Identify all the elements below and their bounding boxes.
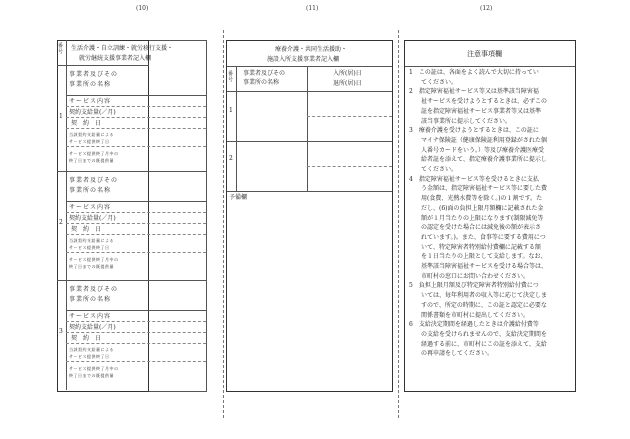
block-1-line-e	[66, 146, 206, 147]
note-line: 5 負担上限月額及び特定障害者特別給付費につ	[409, 282, 539, 290]
block-2-office-label-1: 事業者及びその	[69, 177, 119, 184]
block-2-line-a	[66, 201, 206, 202]
note-line: 用(食費、光熱水費等を除く。)の１割です。た	[409, 195, 543, 203]
block-3-line-d	[66, 343, 206, 344]
notes-list	[405, 68, 575, 390]
fold-line-right	[398, 30, 399, 418]
note-line: いて、特定障害者特別給付費欄に記載する額	[409, 243, 541, 251]
panel-11-office-label-2: 事業所の名称	[243, 79, 280, 86]
block-1-office-label-2: 事業所の名称	[69, 81, 112, 88]
block-2-end-label-1: サービス提供終了月中の	[69, 257, 119, 262]
block-1-number: 1	[59, 113, 63, 120]
block-3-line-e	[66, 361, 206, 362]
block-2-service-label: サービス内容	[69, 204, 112, 211]
panel-12-title: 注意事項欄	[467, 50, 502, 58]
note-line: の認定を受けた場合には減免後の額が表示さ	[409, 224, 542, 232]
block-2	[57, 171, 207, 280]
block-2-line-e	[66, 252, 206, 253]
panel-10-title-line2: 就労継続支援事業者記入欄	[79, 55, 152, 62]
note-line: れています。)。また、食事等に要する費用につ	[409, 233, 546, 241]
block-2-remain-label-2: サービス提供終了日	[69, 245, 110, 250]
block-1	[57, 65, 207, 171]
block-1-line-d	[66, 128, 206, 129]
note-line: だし、(6)面の負担上限月額欄に記載された金	[409, 204, 544, 212]
panel-10-bottom-edge	[149, 391, 207, 392]
panel-11-memo-label: 予備欄	[229, 194, 248, 201]
block-1-service-label: サービス内容	[69, 98, 112, 105]
panel-11-row-1-number: 1	[229, 107, 233, 114]
page-number-11: (11)	[306, 5, 319, 12]
block-2-line-d	[66, 234, 206, 235]
note-line: 人番号カードをいう。）等及び療養介護医療受	[409, 146, 545, 154]
panel-11-leave-label: 退所(居)日	[333, 80, 362, 87]
block-3-remain-label-1: 当該契約支給量による	[69, 347, 114, 352]
note-line: 祉サービスを受けようとするときは、必ずこの	[409, 98, 548, 106]
block-3-line-a	[66, 310, 206, 311]
note-line: を１日当たりの上限として支給します。なお、	[409, 253, 547, 261]
panel-11-row-2-mid	[307, 166, 392, 167]
panel-11-row-1-bottom	[227, 141, 392, 142]
note-line: の再申請をしてください。	[409, 350, 494, 358]
note-line: てください。	[409, 166, 458, 173]
panel-11-row-2-bottom	[227, 191, 392, 192]
block-3-contract-date-label: 契 約 日	[71, 335, 102, 342]
note-line: マイナ保険証（健康保険証利用登録がされた個	[409, 136, 547, 144]
page-number-12: (12)	[480, 5, 493, 12]
note-line: 経過する前に、市町村にこの証を添えて、支給	[409, 340, 547, 348]
block-3-end-label-1: サービス提供終了月中の	[69, 366, 119, 371]
block-3-service-label: サービス内容	[69, 313, 112, 320]
panel-10-top-edge	[149, 40, 207, 41]
note-line: 3 療養介護を受けようとするときは、この証に	[409, 127, 539, 135]
block-1-end-label-2: 終了日までの既提供量	[69, 158, 114, 163]
block-3-office-label-1: 事業者及びその	[69, 286, 119, 293]
panel-11-row-1-mid	[307, 116, 392, 117]
note-line: 額が１月当たりの上限になります(制限減免等	[409, 214, 544, 222]
panel-12-title-bottom	[405, 66, 575, 67]
fold-line-left	[223, 30, 224, 418]
note-line: 1 この証は、各面をよく読んで大切に持ってい	[409, 69, 539, 76]
panel-10-title-line1: 生活介護・自立訓練・就労移行支援・	[71, 45, 174, 52]
panel-11-office-label-1: 事業者及びその	[243, 70, 286, 77]
panel-11-header-bottom	[227, 91, 392, 92]
panel-11-number-header: 番号	[228, 71, 234, 83]
block-3-line-c	[66, 332, 206, 333]
note-line: 証を指定障害福祉サービス事業者等又は基準	[409, 107, 542, 115]
note-line: の支給を受けられませんので、支給決定期間を	[409, 330, 547, 338]
block-1-contract-date-label: 契 約 日	[71, 120, 102, 127]
block-1-remain-label-2: サービス提供終了日	[69, 139, 110, 144]
block-1-end-label-1: サービス提供終了月中の	[69, 151, 119, 156]
block-1-office-label-1: 事業者及びその	[69, 71, 119, 78]
block-2-contract-date-label: 契 約 日	[71, 226, 102, 233]
block-3-office-label-2: 事業所の名称	[69, 296, 112, 303]
panel-11-title-bottom	[227, 66, 392, 67]
panel-11-number-divider	[236, 66, 237, 191]
page-number-10: (10)	[136, 5, 149, 12]
block-2-contract-label: 契約支給量(／月)	[69, 215, 116, 222]
block-3-remain-label-2: サービス提供終了日	[69, 354, 110, 359]
note-line: すので、所定の時期に、この証と認定に必要な	[409, 301, 547, 309]
note-line: 基準該当障害福祉サービスを受ける場合等は、	[409, 263, 548, 270]
block-1-line-c	[66, 117, 206, 118]
panel-11-title-line1: 療養介護・共同生活援助・	[275, 46, 348, 53]
note-line: 関係書類を市町村に提出してください。	[409, 311, 530, 319]
note-line: 4 指定障害福祉サービス等を受けるときに支払	[409, 175, 539, 183]
panel-11-admit-label: 入所(居)日	[333, 70, 362, 77]
note-line: 6 支給決定期間を経過したときは介護給付費等	[409, 321, 539, 329]
block-2-number: 2	[59, 219, 63, 226]
block-2-line-c	[66, 223, 206, 224]
block-1-line-a	[66, 95, 206, 96]
block-2-end-label-2: 終了日までの既提供量	[69, 264, 114, 269]
note-line: 市町村の窓口にお問い合わせください。	[409, 272, 530, 280]
panel-10-right-edge	[206, 40, 207, 392]
block-2-remain-label-1: 当該契約支給量による	[69, 238, 114, 243]
panel-11	[226, 40, 393, 392]
block-2-line-b	[66, 212, 206, 213]
note-line: 給者証を添えて、指定療養介護事業所に提示し	[409, 156, 547, 164]
block-3-end-label-2: 終了日までの既提供量	[69, 373, 114, 378]
block-1-contract-label: 契約支給量(／月)	[69, 109, 116, 116]
note-line: 2 指定障害福祉サービス等又は基準該当障害福	[409, 88, 539, 96]
number-header: 番号	[58, 43, 64, 55]
block-3-line-b	[66, 321, 206, 322]
block-2-office-label-2: 事業所の名称	[69, 187, 112, 194]
block-1-remain-label-1: 当該契約支給量による	[69, 132, 114, 137]
note-line: てください。	[409, 78, 458, 86]
panel-11-title-line2: 施設入所支援事業者記入欄	[267, 56, 340, 63]
panel-12	[404, 40, 576, 392]
block-1-line-b	[66, 106, 206, 107]
note-line: う金額は、指定障害福祉サービス等に要した費	[409, 185, 548, 193]
block-3-number: 3	[59, 328, 63, 335]
panel-10-blocks	[57, 40, 207, 392]
block-3-contract-label: 契約支給量(／月)	[69, 324, 116, 331]
block-3	[57, 280, 207, 392]
panel-11-date-divider	[307, 66, 308, 191]
panel-11-row-2-number: 2	[229, 155, 233, 162]
note-line: いては、毎年利用者の収入等に応じて決定しま	[409, 292, 548, 300]
note-line: 該当事業所に提示してください。	[409, 117, 512, 125]
